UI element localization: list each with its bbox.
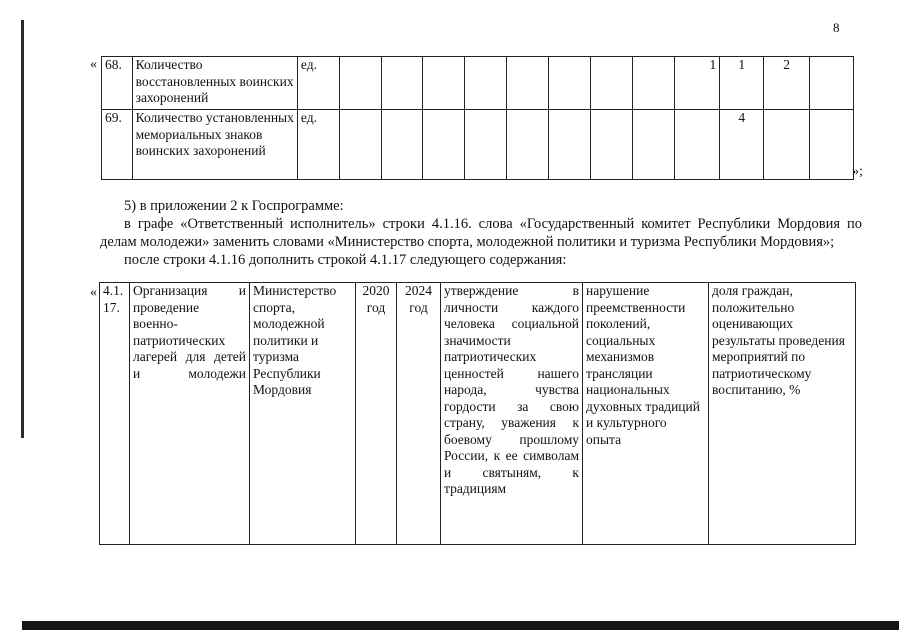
value-cell [764,110,810,180]
row-number: 69. [102,110,133,180]
value-cell: 1 [675,57,720,110]
table2-open-quote: « [90,285,97,300]
paragraph-replacement: в графе «Ответственный исполнитель» строки 4.1.16. слова «Государственный комитет Республики Мордовия по делам молодежи» заменить словами «Министерство спорта, молодежной политики и туризма Республики Мордовия»; [100,216,862,250]
indicator-name: Количество восстановленных воинских захоронений [132,57,297,110]
value-cell [675,110,720,180]
value-cell: 4 [720,110,764,180]
end-year: 2024 год [397,283,441,545]
page-number: 8 [833,20,840,35]
paragraph-5: 5) в приложении 2 к Госпрограмме: [124,198,344,214]
value-cell: 1 [720,57,764,110]
row-number: 4.1.17. [100,283,130,545]
value-cell: 2 [764,57,810,110]
unit-cell: ед. [297,57,339,110]
expected-result: утверждение в личности каждого человека социальной значимости патриотических ценностей нашего народа, чувства гордости за свою страну, уважения к боевому прошлому России, к ее символам и святыням, к традициям [441,283,583,545]
unit-cell: ед. [297,110,339,180]
table1-close-quote: »; [852,164,863,179]
scan-bottom-edge [22,621,899,630]
scan-margin-line [21,20,24,438]
paragraph-add-row: после строки 4.1.16 дополнить строкой 4.1.17 следующего содержания: [124,252,567,268]
event-name: Организация и проведение военно-патриотических лагерей для детей и молодежи [130,283,250,545]
indicators-table [101,56,854,180]
table-row [102,57,854,110]
table-row [102,110,854,180]
consequences: нарушение преемственности поколений, социальных механизмов трансляции национальных духовных традиций и культурного опыта [583,283,709,545]
table1-open-quote: « [90,57,97,72]
row-number: 68. [102,57,133,110]
table-row [100,283,856,545]
indicator-name: Количество установленных мемориальных знаков воинских захоронений [132,110,297,180]
program-table [99,282,856,545]
target-indicator: доля граждан, положительно оценивающих результаты проведения мероприятий по патриотическому воспитанию, % [709,283,856,545]
executor: Министерство спорта, молодежной политики и туризма Республики Мордовия [250,283,356,545]
start-year: 2020 год [356,283,397,545]
